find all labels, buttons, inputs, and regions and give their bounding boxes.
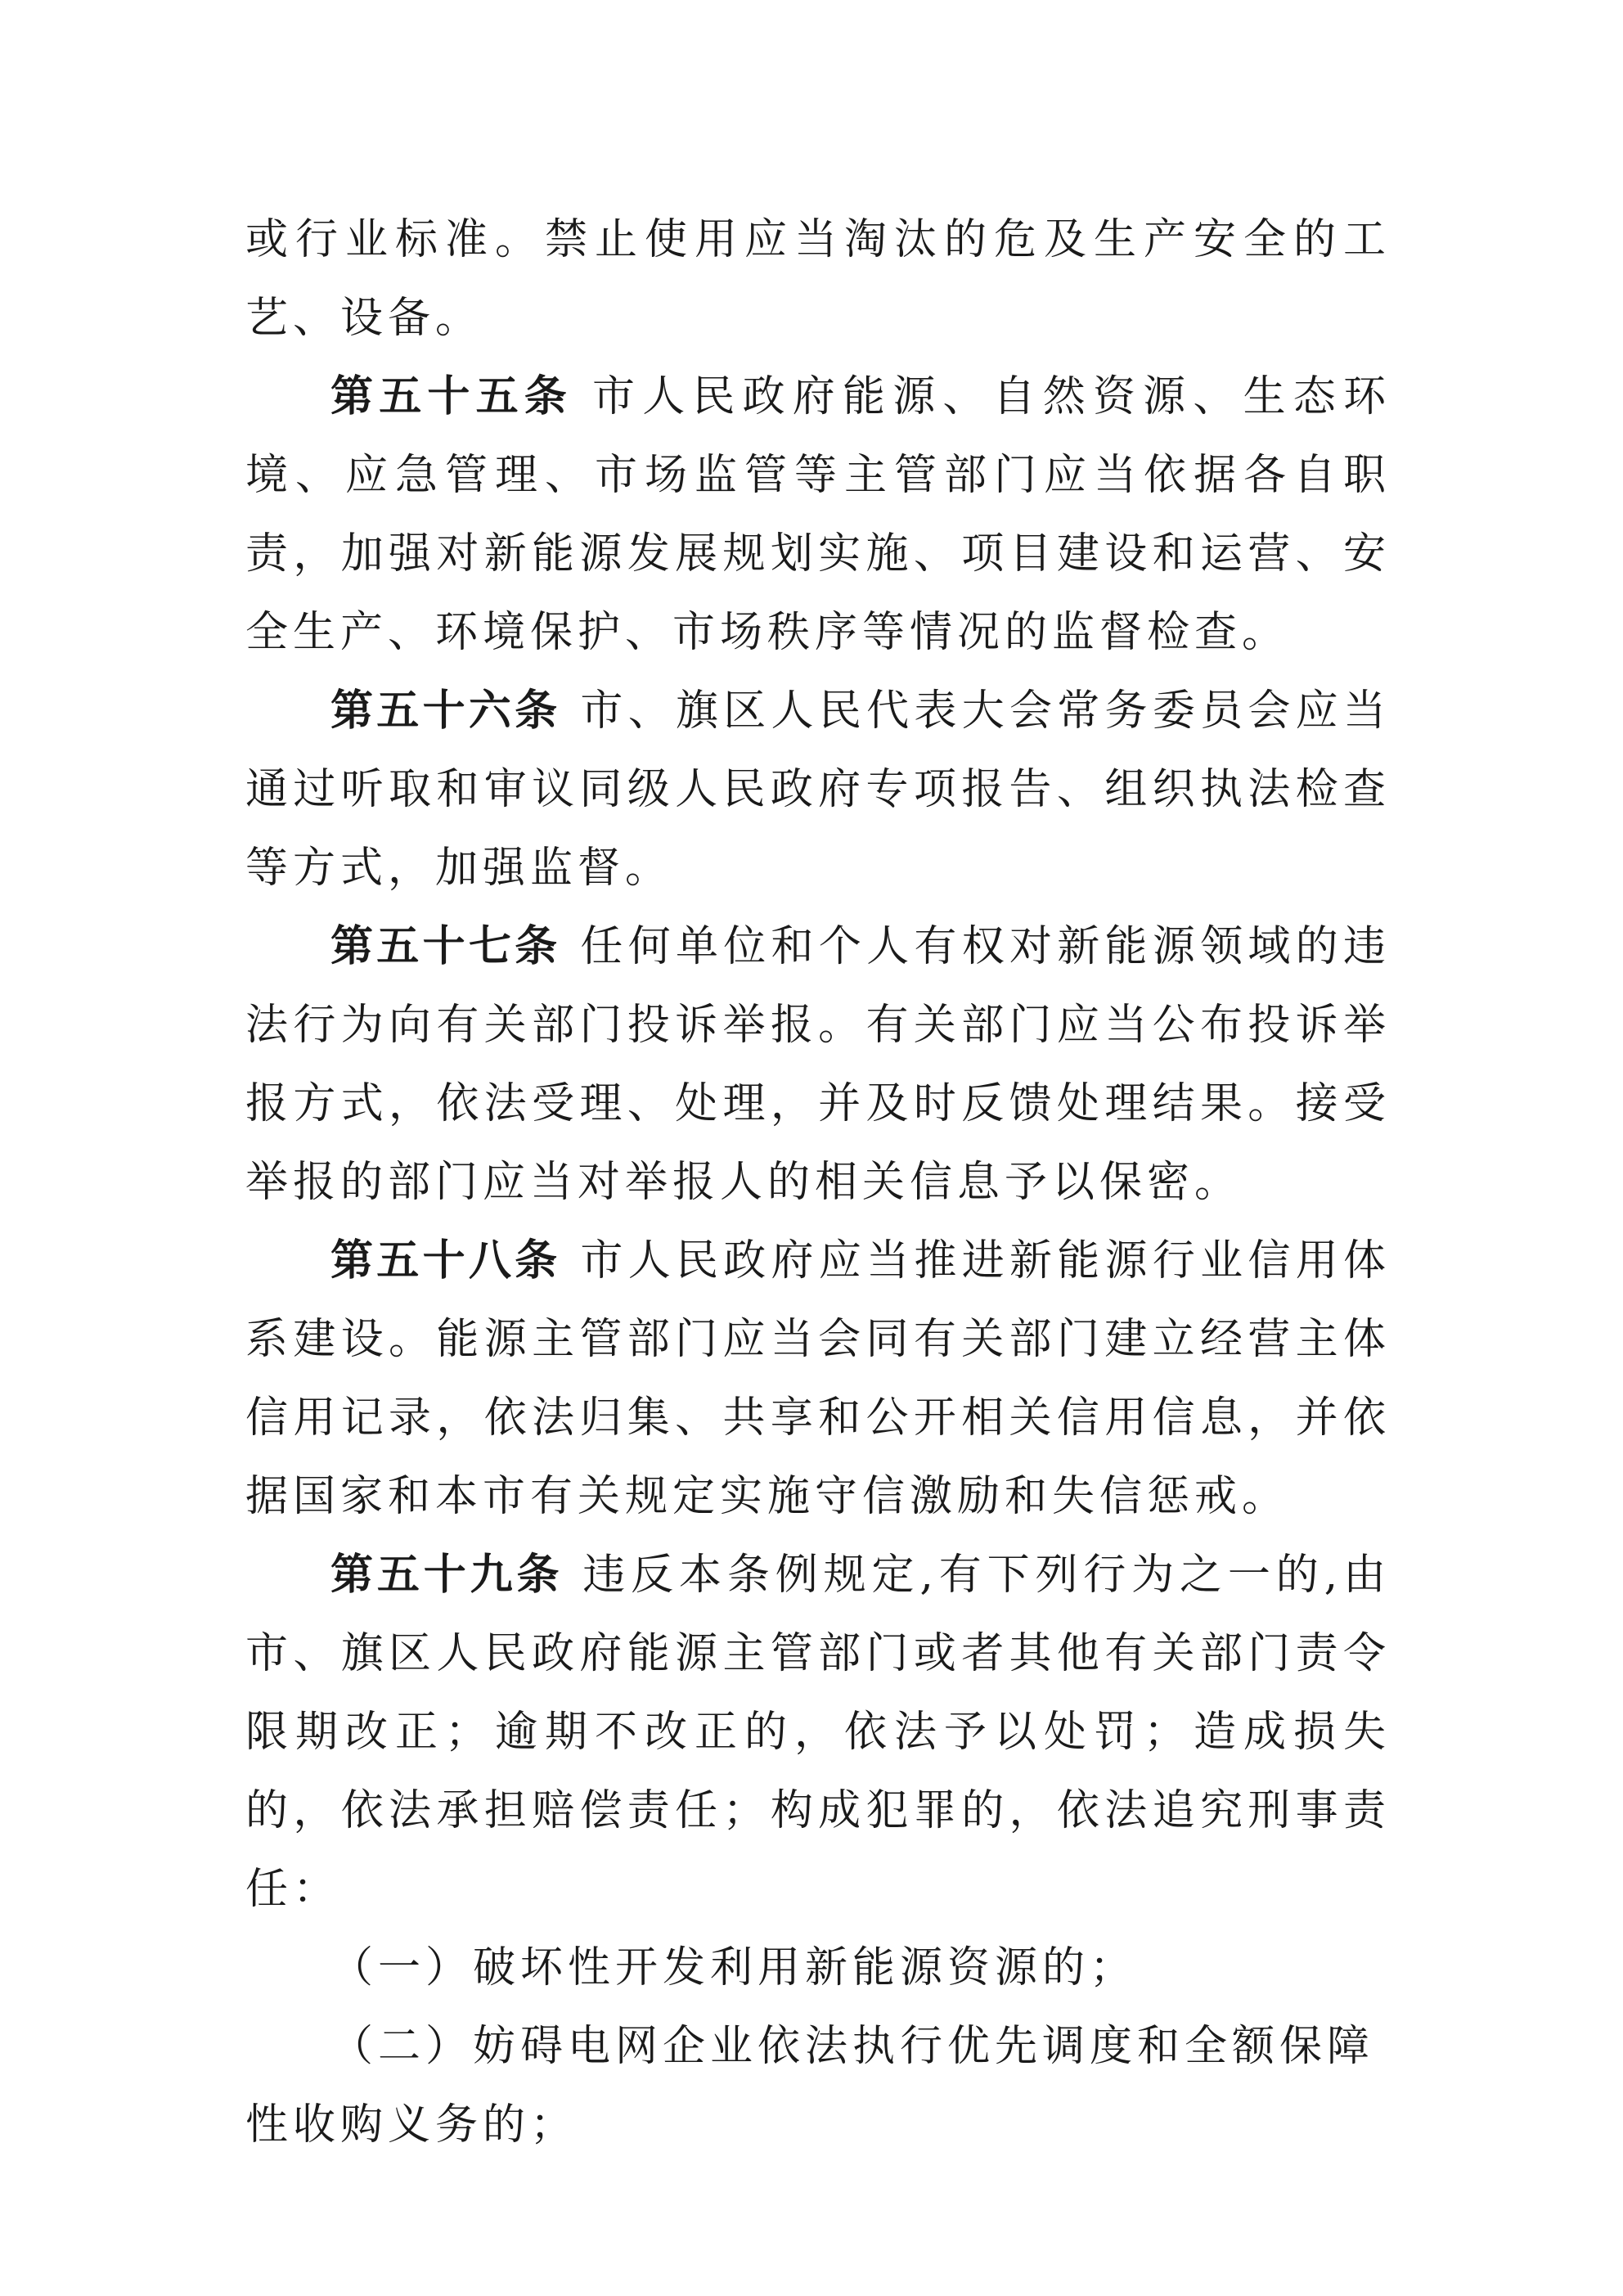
article-heading: 第五十七条 (330, 922, 561, 971)
article-59 (245, 1536, 1391, 1929)
list-item-2: （二）妨碍电网企业依法执行优先调度和全额保障性收购义务的； (245, 2022, 1375, 2150)
article-text: 任何单位和个人有权对新能源领域的违法行为向有关部门投诉举报。有关部门应当公布投诉举报方式，依法受理、处理，并及时反馈处理结果。接受举报的部门应当对举报人的相关信息予以保密。 (245, 922, 1391, 1207)
article-heading: 第五十五条 (330, 372, 573, 421)
article-56 (245, 672, 1391, 907)
article-58 (245, 1222, 1391, 1536)
list-item-1: （一）破坏性开发利用新能源资源的； (330, 1943, 1138, 1992)
article-text: 市、旗区人民代表大会常务委员会应当通过听取和审议同级人民政府专项报告、组织执法检查等方式，加强监督。 (245, 687, 1391, 893)
article-heading: 第五十六条 (330, 687, 561, 736)
document-body (245, 200, 1391, 2164)
paragraph-continuation (245, 200, 1391, 358)
article-heading: 第五十八条 (330, 1236, 561, 1285)
article-text: 市人民政府能源、自然资源、生态环境、应急管理、市场监管等主管部门应当依据各自职责，加强对新能源发展规划实施、项目建设和运营、安全生产、环境保护、市场秩序等情况的监督检查。 (245, 372, 1391, 657)
article-55 (245, 358, 1391, 672)
article-text: 违反本条例规定,有下列行为之一的,由市、旗区人民政府能源主管部门或者其他有关部门责令限期改正；逾期不改正的，依法予以处罚；造成损失的，依法承担赔偿责任；构成犯罪的，依法追究刑事责任： (245, 1551, 1391, 1914)
paragraph-text: 或行业标准。禁止使用应当淘汰的危及生产安全的工艺、设备。 (245, 215, 1391, 343)
article-57 (245, 907, 1391, 1222)
article-heading: 第五十九条 (330, 1551, 564, 1600)
article-text: 市人民政府应当推进新能源行业信用体系建设。能源主管部门应当会同有关部门建立经营主体信用记录，依法归集、共享和公开相关信用信息，并依据国家和本市有关规定实施守信激励和失信惩戒。 (245, 1236, 1391, 1521)
